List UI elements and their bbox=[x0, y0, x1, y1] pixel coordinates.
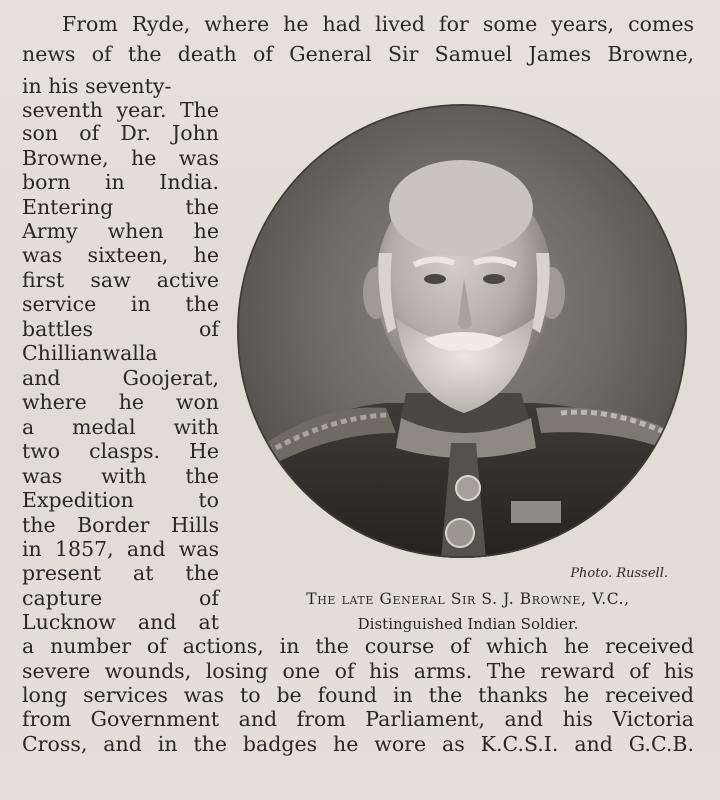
article-line-5: son of Dr. John bbox=[22, 121, 219, 145]
article-line-27: severe wounds, losing one of his arms. The reward of his bbox=[22, 659, 694, 683]
article-line-14: Chillianwalla bbox=[22, 341, 158, 365]
article-line-7: born in India. bbox=[22, 170, 219, 194]
article-line-4: seventh year. The bbox=[22, 98, 219, 122]
article-line-24: capture of bbox=[22, 586, 219, 610]
article-line-1: From Ryde, where he had lived for some years, comes bbox=[62, 12, 694, 36]
caption-subtitle: Distinguished Indian Soldier. bbox=[357, 615, 579, 633]
article-line-16: where he won bbox=[22, 390, 219, 414]
article-line-18: two clasps. He bbox=[22, 439, 219, 463]
article-line-3: in his seventy- bbox=[22, 74, 172, 98]
article-line-15: and Goojerat, bbox=[22, 366, 219, 390]
article-line-13: battles of bbox=[22, 317, 219, 341]
article-line-22: in 1857, and was bbox=[22, 537, 219, 561]
article-line-8: Entering the bbox=[22, 195, 219, 219]
article-line-26: a number of actions, in the course of which he received bbox=[22, 634, 694, 658]
article-line-11: first saw active bbox=[22, 268, 219, 292]
article-line-21: the Border Hills bbox=[22, 513, 219, 537]
article-line-19: was with the bbox=[22, 464, 219, 488]
article-line-29: from Government and from Parliament, and his Victoria bbox=[22, 707, 694, 731]
article-line-17: a medal with bbox=[22, 415, 219, 439]
article-line-9: Army when he bbox=[22, 219, 219, 243]
caption-title: The late General Sir S. J. Browne, V.C., bbox=[306, 590, 630, 608]
article-line-20: Expedition to bbox=[22, 488, 219, 512]
portrait-photo bbox=[236, 103, 688, 559]
photo-credit: Photo. Russell. bbox=[570, 566, 668, 581]
article-line-6: Browne, he was bbox=[22, 146, 219, 170]
article-line-23: present at the bbox=[22, 561, 219, 585]
article-line-2: news of the death of General Sir Samuel James Browne, bbox=[22, 42, 694, 66]
article-line-30: Cross, and in the badges he wore as K.C.S.I. and G.C.B. bbox=[22, 732, 694, 756]
article-line-12: service in the bbox=[22, 292, 219, 316]
article-line-10: was sixteen, he bbox=[22, 243, 219, 267]
article-line-25: Lucknow and at bbox=[22, 610, 219, 634]
article-line-28: long services was to be found in the thanks he received bbox=[22, 683, 694, 707]
